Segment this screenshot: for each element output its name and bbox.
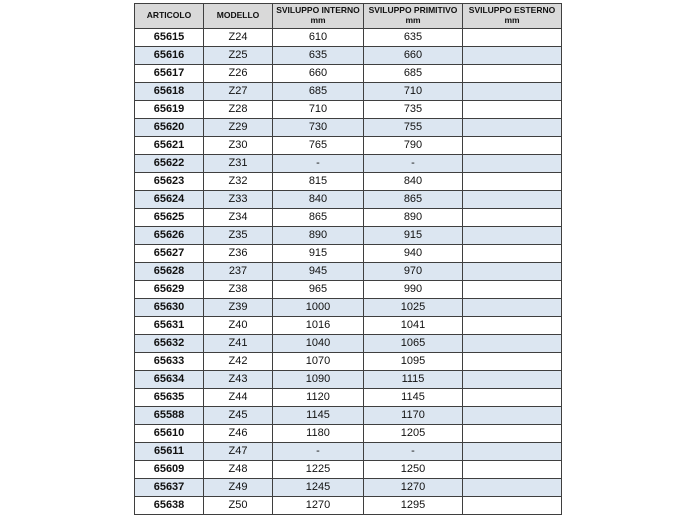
cell-primitivo: 635 [364, 28, 463, 46]
table-row [135, 46, 562, 64]
cell-interno: 1000 [273, 298, 364, 316]
cell-articolo: 65610 [135, 424, 204, 442]
cell-articolo: 65631 [135, 316, 204, 334]
cell-primitivo: 685 [364, 64, 463, 82]
cell-esterno [463, 190, 562, 208]
table-row [135, 100, 562, 118]
cell-modello: Z45 [204, 406, 273, 424]
table-row [135, 28, 562, 46]
table-row [135, 496, 562, 514]
table-row [135, 64, 562, 82]
table-row [135, 406, 562, 424]
product-table [134, 3, 562, 515]
cell-esterno [463, 334, 562, 352]
cell-primitivo: - [364, 442, 463, 460]
table-row [135, 460, 562, 478]
cell-primitivo: 735 [364, 100, 463, 118]
cell-interno: 890 [273, 226, 364, 244]
cell-articolo: 65611 [135, 442, 204, 460]
cell-esterno [463, 370, 562, 388]
header-articolo: ARTICOLO [135, 4, 204, 29]
cell-interno: 1145 [273, 406, 364, 424]
table-row [135, 82, 562, 100]
cell-primitivo: 755 [364, 118, 463, 136]
cell-articolo: 65626 [135, 226, 204, 244]
cell-modello: Z38 [204, 280, 273, 298]
cell-modello: Z32 [204, 172, 273, 190]
table-row [135, 388, 562, 406]
cell-modello: Z49 [204, 478, 273, 496]
cell-esterno [463, 406, 562, 424]
cell-esterno [463, 64, 562, 82]
table-body [135, 28, 562, 514]
cell-articolo: 65624 [135, 190, 204, 208]
cell-esterno [463, 298, 562, 316]
cell-modello: Z29 [204, 118, 273, 136]
cell-interno: 1120 [273, 388, 364, 406]
cell-modello: Z31 [204, 154, 273, 172]
cell-articolo: 65621 [135, 136, 204, 154]
cell-articolo: 65637 [135, 478, 204, 496]
cell-modello: Z48 [204, 460, 273, 478]
cell-esterno [463, 208, 562, 226]
cell-modello: Z39 [204, 298, 273, 316]
cell-modello: Z26 [204, 64, 273, 82]
cell-primitivo: 1115 [364, 370, 463, 388]
cell-modello: Z34 [204, 208, 273, 226]
cell-modello: Z25 [204, 46, 273, 64]
cell-primitivo: 1205 [364, 424, 463, 442]
cell-modello: Z30 [204, 136, 273, 154]
table-row [135, 424, 562, 442]
cell-interno: 660 [273, 64, 364, 82]
cell-articolo: 65609 [135, 460, 204, 478]
cell-primitivo: 865 [364, 190, 463, 208]
cell-primitivo: 915 [364, 226, 463, 244]
cell-interno: 765 [273, 136, 364, 154]
cell-interno: 815 [273, 172, 364, 190]
cell-primitivo: 1025 [364, 298, 463, 316]
table-header [135, 4, 562, 29]
cell-articolo: 65623 [135, 172, 204, 190]
cell-esterno [463, 316, 562, 334]
cell-esterno [463, 352, 562, 370]
cell-articolo: 65620 [135, 118, 204, 136]
cell-articolo: 65615 [135, 28, 204, 46]
cell-articolo: 65616 [135, 46, 204, 64]
cell-modello: Z42 [204, 352, 273, 370]
table-row [135, 136, 562, 154]
cell-primitivo: 940 [364, 244, 463, 262]
cell-interno: 610 [273, 28, 364, 46]
header-modello: MODELLO [204, 4, 273, 29]
cell-interno: 1090 [273, 370, 364, 388]
cell-esterno [463, 172, 562, 190]
cell-esterno [463, 442, 562, 460]
cell-interno: 710 [273, 100, 364, 118]
header-sviluppo-interno: SVILUPPO INTERNO mm [273, 4, 364, 29]
table-row [135, 298, 562, 316]
cell-esterno [463, 424, 562, 442]
cell-interno: 1180 [273, 424, 364, 442]
cell-modello: Z28 [204, 100, 273, 118]
table-row [135, 190, 562, 208]
cell-esterno [463, 82, 562, 100]
cell-primitivo: 1295 [364, 496, 463, 514]
cell-interno: 1245 [273, 478, 364, 496]
table-row [135, 316, 562, 334]
cell-interno: 1040 [273, 334, 364, 352]
cell-interno: 730 [273, 118, 364, 136]
table-row [135, 352, 562, 370]
cell-interno: 965 [273, 280, 364, 298]
cell-primitivo: 790 [364, 136, 463, 154]
header-sviluppo-esterno: SVILUPPO ESTERNO mm [463, 4, 562, 29]
cell-articolo: 65619 [135, 100, 204, 118]
cell-primitivo: 970 [364, 262, 463, 280]
cell-articolo: 65628 [135, 262, 204, 280]
cell-interno: 635 [273, 46, 364, 64]
cell-articolo: 65622 [135, 154, 204, 172]
cell-modello: Z35 [204, 226, 273, 244]
cell-modello: Z43 [204, 370, 273, 388]
header-sviluppo-primitivo: SVILUPPO PRIMITIVO mm [364, 4, 463, 29]
cell-interno: 840 [273, 190, 364, 208]
cell-articolo: 65635 [135, 388, 204, 406]
cell-interno: 1225 [273, 460, 364, 478]
cell-primitivo: - [364, 154, 463, 172]
table-row [135, 208, 562, 226]
cell-primitivo: 1145 [364, 388, 463, 406]
cell-modello: Z50 [204, 496, 273, 514]
table-row [135, 262, 562, 280]
cell-articolo: 65634 [135, 370, 204, 388]
cell-esterno [463, 136, 562, 154]
cell-interno: - [273, 442, 364, 460]
cell-esterno [463, 478, 562, 496]
cell-interno: 685 [273, 82, 364, 100]
cell-modello: Z46 [204, 424, 273, 442]
table-row [135, 280, 562, 298]
table-row [135, 442, 562, 460]
table-row [135, 370, 562, 388]
cell-primitivo: 1095 [364, 352, 463, 370]
cell-esterno [463, 46, 562, 64]
cell-modello: Z33 [204, 190, 273, 208]
cell-primitivo: 710 [364, 82, 463, 100]
table-row [135, 478, 562, 496]
cell-articolo: 65617 [135, 64, 204, 82]
cell-articolo: 65588 [135, 406, 204, 424]
cell-primitivo: 1170 [364, 406, 463, 424]
cell-articolo: 65632 [135, 334, 204, 352]
table-row [135, 172, 562, 190]
cell-modello: Z27 [204, 82, 273, 100]
cell-interno: 945 [273, 262, 364, 280]
table-row [135, 244, 562, 262]
cell-esterno [463, 460, 562, 478]
cell-modello: Z44 [204, 388, 273, 406]
table-row [135, 118, 562, 136]
cell-articolo: 65629 [135, 280, 204, 298]
cell-articolo: 65618 [135, 82, 204, 100]
cell-interno: 1270 [273, 496, 364, 514]
cell-primitivo: 840 [364, 172, 463, 190]
cell-esterno [463, 244, 562, 262]
cell-modello: Z40 [204, 316, 273, 334]
cell-esterno [463, 100, 562, 118]
cell-primitivo: 660 [364, 46, 463, 64]
cell-modello: Z47 [204, 442, 273, 460]
cell-modello: 237 [204, 262, 273, 280]
cell-primitivo: 1041 [364, 316, 463, 334]
cell-articolo: 65633 [135, 352, 204, 370]
cell-interno: - [273, 154, 364, 172]
cell-primitivo: 990 [364, 280, 463, 298]
header-row [135, 4, 562, 29]
cell-interno: 1070 [273, 352, 364, 370]
cell-articolo: 65625 [135, 208, 204, 226]
cell-esterno [463, 280, 562, 298]
cell-esterno [463, 388, 562, 406]
cell-esterno [463, 262, 562, 280]
cell-interno: 915 [273, 244, 364, 262]
cell-articolo: 65627 [135, 244, 204, 262]
cell-modello: Z41 [204, 334, 273, 352]
cell-articolo: 65630 [135, 298, 204, 316]
cell-esterno [463, 226, 562, 244]
cell-primitivo: 1065 [364, 334, 463, 352]
cell-modello: Z36 [204, 244, 273, 262]
cell-primitivo: 1250 [364, 460, 463, 478]
cell-esterno [463, 118, 562, 136]
cell-articolo: 65638 [135, 496, 204, 514]
table-row [135, 334, 562, 352]
cell-interno: 1016 [273, 316, 364, 334]
cell-primitivo: 890 [364, 208, 463, 226]
cell-modello: Z24 [204, 28, 273, 46]
table-row [135, 226, 562, 244]
cell-interno: 865 [273, 208, 364, 226]
table-row [135, 154, 562, 172]
cell-esterno [463, 28, 562, 46]
cell-esterno [463, 496, 562, 514]
cell-primitivo: 1270 [364, 478, 463, 496]
cell-esterno [463, 154, 562, 172]
